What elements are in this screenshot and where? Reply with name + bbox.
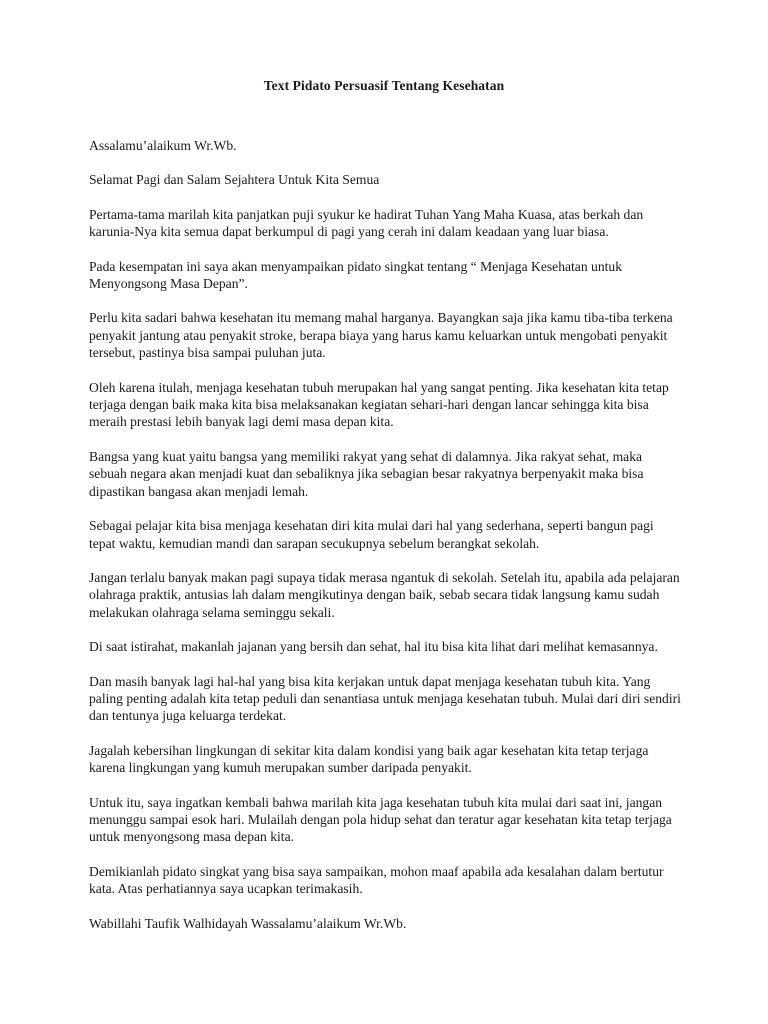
paragraph-strong-nation: Bangsa yang kuat yaitu bangsa yang memiliki rakyat yang sehat di dalamnya. Jika rakyat sehat, maka sebuah negara akan menjadi kuat dan sebaliknya jika sebagian besar rakyatnya berpenyakit maka bisa dipastikan bangasa akan menjadi lemah. <box>89 448 644 499</box>
paragraph-salutation: Selamat Pagi dan Salam Sejahtera Untuk Kita Semua <box>89 172 380 188</box>
paragraph-closing: Demikianlah pidato singkat yang bisa saya sampaikan, mohon maaf apabila ada kesalahan dalam bertutur kata. Atas perhatiannya saya ucapkan terimakasih. <box>89 863 664 897</box>
paragraph-reminder: Untuk itu, saya ingatkan kembali bahwa marilah kita jaga kesehatan tubuh kita mulai dari saat ini, jangan menunggu sampai esok hari. Mulailah dengan pola hidup sehat dan teratur agar kesehatan kita tetap terjaga untuk menyongsong masa depan kita. <box>89 794 672 845</box>
paragraph-care: Dan masih banyak lagi hal-hal yang bisa kita kerjakan untuk dapat menjaga kesehatan tubuh kita. Yang paling penting adalah kita tetap peduli dan senantiasa untuk menjaga kesehatan tubuh. Mulai dari diri sendiri dan tentunya juga keluarga terdekat. <box>89 673 681 724</box>
paragraph-cost-of-health: Perlu kita sadari bahwa kesehatan itu memang mahal harganya. Bayangkan saja jika kamu tiba-tiba terkena penyakit jantung atau penyakit stroke, berapa biaya yang harus kamu keluarkan untuk mengobati penyakit tersebut, pastinya bisa sampai puluhan juta. <box>89 310 673 361</box>
paragraph-snacks: Di saat istirahat, makanlah jajanan yang bersih dan sehat, hal itu bisa kita lihat dari melihat kemasannya. <box>89 639 658 655</box>
paragraph-student-habits: Sebagai pelajar kita bisa menjaga kesehatan diri kita mulai dari hal yang sederhana, seperti bangun pagi tepat waktu, kemudian mandi dan sarapan secukupnya sebelum berangkat sekolah. <box>89 518 654 551</box>
paragraph-environment: Jagalah kebersihan lingkungan di sekitar kita dalam kondisi yang baik agar kesehatan kita tetap terjaga karena lingkungan yang kumuh merupakan sumber daripada penyakit. <box>89 742 649 776</box>
paragraph-greeting: Assalamu’alaikum Wr.Wb. <box>89 138 237 153</box>
paragraph-topic: Pada kesempatan ini saya akan menyampaikan pidato singkat tentang “ Menjaga Kesehatan untuk Menyongsong Masa Depan”. <box>89 258 623 292</box>
paragraph-farewell: Wabillahi Taufik Walhidayah Wassalamu’alaikum Wr.Wb. <box>89 915 407 931</box>
document-body <box>89 137 681 949</box>
paragraph-importance: Oleh karena itulah, menjaga kesehatan tubuh merupakan hal yang sangat penting. Jika kesehatan kita tetap terjaga dengan baik maka kita bisa melaksanakan kegiatan sehari-hari dengan lancar sehingga kita bisa meraih prestasi lebih banyak lagi demi masa depan kita. <box>89 379 669 430</box>
paragraph-breakfast-sports: Jangan terlalu banyak makan pagi supaya tidak merasa ngantuk di sekolah. Setelah itu, apabila ada pelajaran olahraga praktik, antusias lah dalam mengikutinya dengan baik, sebab secara tidak langsung kamu sudah melakukan olahraga selama seminggu sekali. <box>89 569 680 620</box>
paragraph-opening: Pertama-tama marilah kita panjatkan puji syukur ke hadirat Tuhan Yang Maha Kuasa, atas berkah dan karunia-Nya kita semua dapat berkumpul di pagi yang cerah ini dalam keadaan yang luar biasa. <box>89 206 644 240</box>
document-title: Text Pidato Persuasif Tentang Kesehatan <box>263 78 505 93</box>
